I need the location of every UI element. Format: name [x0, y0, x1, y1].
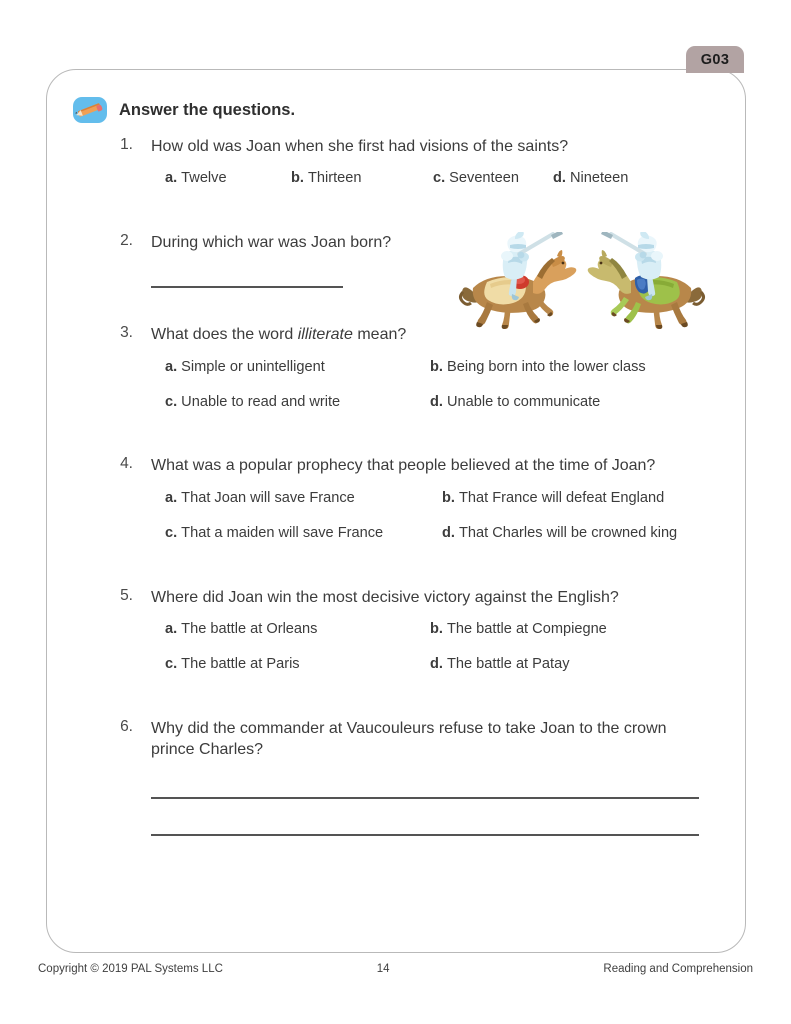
answer-options: [151, 168, 735, 190]
option-label: The battle at Compiegne: [446, 620, 607, 637]
option-label: Twelve: [181, 170, 227, 187]
questions-list: [47, 136, 745, 838]
option-letter: d.: [442, 524, 455, 541]
option-label: That a maiden will save France: [181, 524, 384, 541]
option-label: That Charles will be crowned king: [458, 524, 678, 541]
answer-line[interactable]: [151, 797, 699, 799]
spacer: [47, 547, 745, 587]
question-3: [47, 324, 745, 413]
option-letter: d.: [430, 655, 443, 672]
option-label: Thirteen: [307, 170, 362, 187]
option-d[interactable]: [430, 654, 730, 676]
option-c[interactable]: [433, 168, 553, 190]
option-label: Unable to read and write: [181, 393, 341, 410]
answer-options: [151, 357, 735, 414]
question-number: 2.: [120, 232, 133, 250]
question-4: [47, 455, 745, 544]
question-text: How old was Joan when she first had visions of the saints?: [151, 138, 569, 155]
question-1: [47, 136, 745, 190]
option-a[interactable]: [165, 357, 430, 379]
option-label: Simple or unintelligent: [181, 358, 325, 375]
option-label: The battle at Patay: [446, 655, 570, 672]
option-b[interactable]: [430, 357, 730, 379]
spacer: [47, 678, 745, 718]
pencil-eraser: [96, 104, 103, 111]
option-label: Unable to communicate: [446, 393, 601, 410]
spacer: [47, 290, 745, 324]
question-text: During which war was Joan born?: [151, 234, 392, 252]
grade-level-badge: G03: [686, 46, 744, 73]
option-b[interactable]: [291, 168, 433, 190]
option-letter: c.: [433, 170, 446, 187]
option-a[interactable]: [165, 619, 430, 641]
question-5: [47, 587, 745, 676]
question-6: [47, 718, 745, 837]
question-2: [47, 232, 745, 288]
option-c[interactable]: [165, 392, 430, 414]
pencil-icon: [73, 97, 107, 123]
option-letter: c.: [165, 524, 178, 541]
worksheet-card: [46, 69, 746, 953]
option-letter: a.: [165, 489, 178, 506]
option-letter: a.: [165, 358, 178, 375]
page-number: 14: [376, 963, 390, 975]
question-text-prefix: What does the word: [151, 326, 298, 344]
option-label: That Joan will save France: [181, 489, 355, 506]
answer-options: [151, 619, 735, 676]
answer-lines: [151, 286, 735, 288]
option-a[interactable]: [165, 168, 291, 190]
answer-options: [151, 488, 735, 545]
option-letter: b.: [442, 489, 455, 506]
option-letter: b.: [430, 358, 443, 375]
option-letter: a.: [165, 170, 178, 187]
option-b[interactable]: [442, 488, 742, 510]
question-text: Where did Joan win the most decisive victory against the English?: [151, 588, 619, 606]
question-number: 1.: [120, 136, 133, 153]
option-c[interactable]: [165, 654, 430, 676]
page-footer: [38, 963, 753, 975]
question-number: 3.: [120, 324, 133, 342]
answer-line[interactable]: [151, 834, 699, 836]
answer-lines: [151, 797, 735, 836]
question-text-italic-term: illiterate: [297, 326, 353, 344]
option-c[interactable]: [165, 523, 442, 545]
instruction-row: [73, 97, 295, 123]
spacer: [47, 192, 745, 232]
copyright-text: Copyright © 2019 PAL Systems LLC: [38, 963, 223, 975]
option-label: Seventeen: [449, 170, 519, 187]
option-label: Nineteen: [569, 170, 629, 187]
option-label: Being born into the lower class: [446, 358, 646, 375]
option-letter: d.: [430, 393, 443, 410]
option-letter: b.: [430, 620, 443, 637]
subject-label: Reading and Comprehension: [603, 963, 753, 975]
spacer: [47, 415, 745, 455]
option-b[interactable]: [430, 619, 730, 641]
question-text: Why did the commander at Vaucouleurs refuse to take Joan to the crown prince Charles?: [151, 719, 667, 758]
option-letter: a.: [165, 620, 178, 637]
option-letter: c.: [165, 655, 178, 672]
question-number: 6.: [120, 717, 133, 735]
option-d[interactable]: [430, 392, 730, 414]
option-letter: d.: [553, 170, 566, 187]
option-letter: c.: [165, 393, 178, 410]
question-text: What was a popular prophecy that people believed at the time of Joan?: [151, 457, 656, 475]
question-number: 5.: [120, 586, 133, 604]
option-a[interactable]: [165, 488, 442, 510]
question-text: [151, 324, 707, 345]
instruction-label: Answer the questions.: [119, 100, 296, 119]
option-d[interactable]: [442, 523, 742, 545]
option-label: The battle at Orleans: [181, 620, 318, 637]
answer-line[interactable]: [151, 286, 343, 288]
option-label: That France will defeat England: [458, 489, 665, 506]
option-letter: b.: [291, 170, 304, 187]
option-label: The battle at Paris: [181, 655, 300, 672]
question-number: 4.: [120, 455, 133, 473]
question-text-suffix: mean?: [352, 326, 407, 344]
option-d[interactable]: [553, 168, 703, 190]
